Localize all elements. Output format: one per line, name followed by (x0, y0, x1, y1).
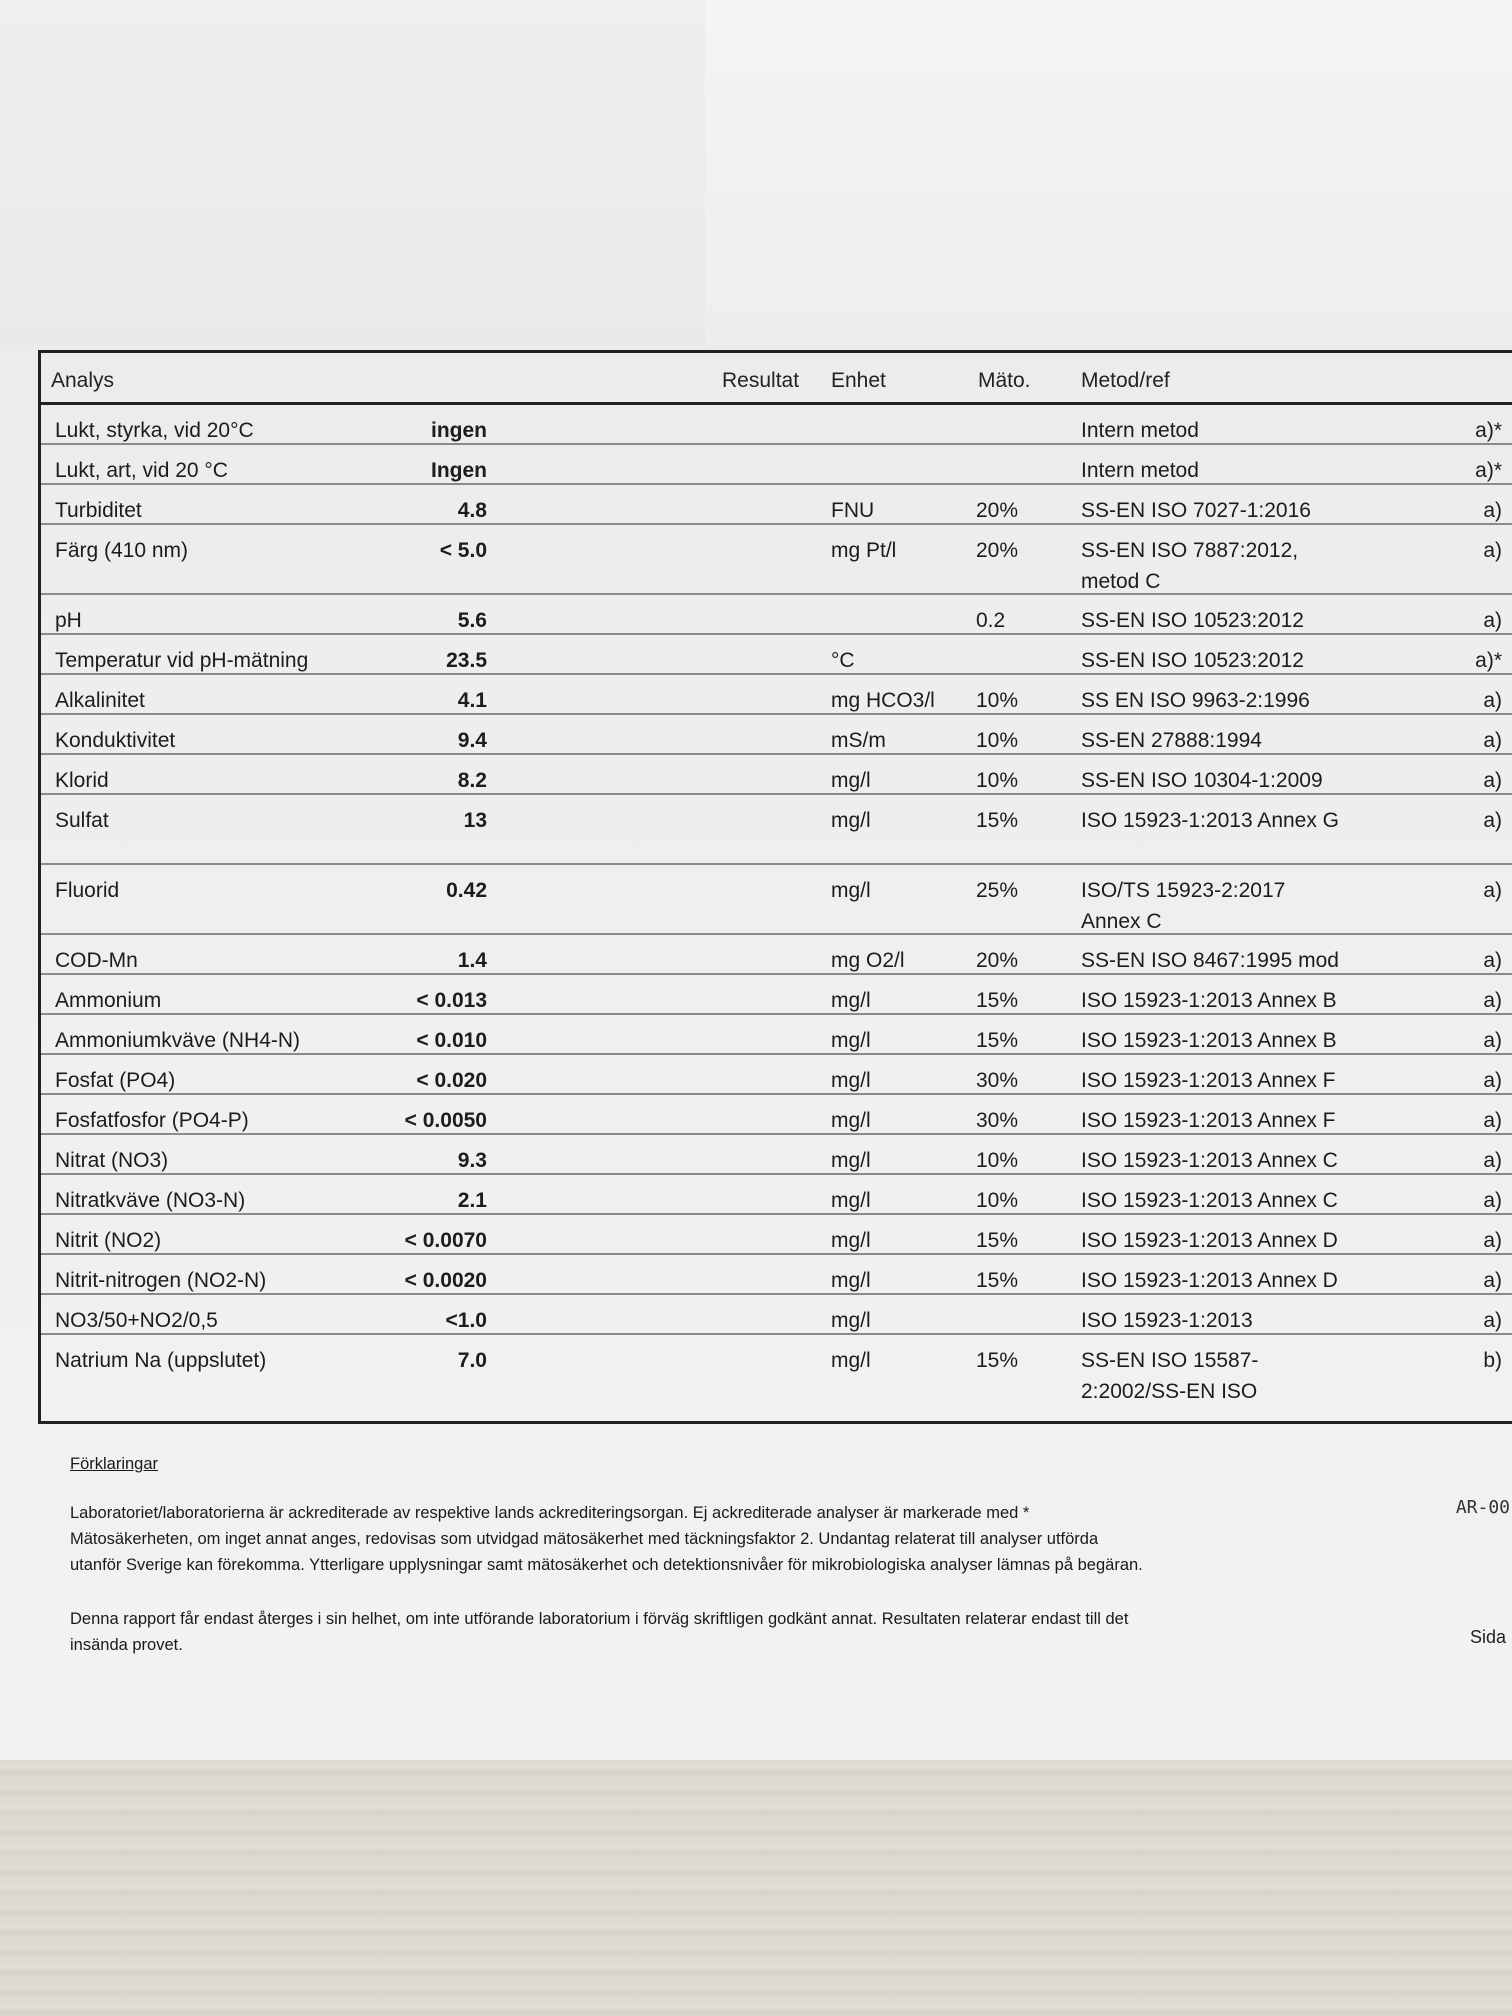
accreditation-note: a) (1483, 989, 1502, 1012)
uncertainty-value: 0.2 (976, 609, 1006, 632)
footer-reproduction-text-2: insända provet. (70, 1636, 183, 1654)
table-row (41, 1295, 1512, 1335)
uncertainty-value: 30% (976, 1069, 1019, 1092)
accreditation-note: a)* (1475, 649, 1502, 672)
result-value: 0.42 (446, 879, 487, 902)
analysis-name: Fluorid (55, 879, 120, 902)
result-value: < 0.0070 (404, 1229, 487, 1252)
table-row (41, 595, 1512, 635)
result-value: 8.2 (457, 769, 487, 792)
table-row (41, 635, 1512, 675)
method-ref: ISO 15923-1:2013 Annex B (1081, 1029, 1337, 1052)
method-ref: ISO 15923-1:2013 Annex C (1081, 1149, 1338, 1172)
folded-sheet-back (0, 0, 1512, 355)
page-label: Sida (1469, 1627, 1506, 1647)
folded-sheet-right-panel (705, 0, 1512, 345)
unit-value: mg/l (831, 1149, 871, 1172)
unit-value: mg/l (831, 809, 871, 832)
method-ref: ISO/TS 15923-2:2017 Annex C (1081, 879, 1286, 933)
report-code: AR-00 (1455, 1497, 1510, 1518)
method-ref: ISO 15923-1:2013 Annex C (1081, 1189, 1338, 1212)
analysis-name: Nitrit (NO2) (55, 1229, 162, 1252)
uncertainty-value: 10% (976, 1149, 1019, 1172)
desk-surface (0, 1760, 1512, 2016)
result-value: < 0.020 (416, 1069, 487, 1092)
analysis-name: Sulfat (55, 809, 109, 832)
analysis-name: Lukt, styrka, vid 20°C (55, 419, 254, 442)
accreditation-note: a) (1483, 1069, 1502, 1092)
table-row (41, 1055, 1512, 1095)
unit-value: mg/l (831, 879, 871, 902)
analysis-name: Nitrit-nitrogen (NO2-N) (55, 1269, 267, 1292)
header-unit: Enhet (831, 369, 886, 392)
table-row (41, 405, 1512, 445)
accreditation-note: b) (1483, 1349, 1502, 1372)
analysis-name: NO3/50+NO2/0,5 (55, 1309, 218, 1332)
accreditation-note: a) (1483, 949, 1502, 972)
footer-explanations (70, 1455, 1430, 1658)
unit-value: mS/m (831, 729, 886, 752)
method-ref: SS-EN ISO 15587-2:2002/SS-EN ISO (1081, 1349, 1259, 1403)
table-row (41, 795, 1512, 865)
result-value: < 0.0020 (404, 1269, 487, 1292)
method-ref: ISO 15923-1:2013 Annex D (1081, 1229, 1338, 1252)
uncertainty-value: 20% (976, 949, 1019, 972)
table-row (41, 1015, 1512, 1055)
accreditation-note: a) (1483, 499, 1502, 522)
method-ref: SS-EN ISO 10523:2012 (1081, 649, 1304, 672)
result-value: 13 (463, 809, 487, 832)
unit-value: mg/l (831, 1189, 871, 1212)
result-value: < 0.0050 (404, 1109, 487, 1132)
analysis-name: Alkalinitet (55, 689, 145, 712)
uncertainty-value: 15% (976, 809, 1019, 832)
method-ref: ISO 15923-1:2013 Annex G (1081, 809, 1340, 832)
method-ref: Intern metod (1081, 419, 1199, 442)
table-row (41, 975, 1512, 1015)
unit-value: mg/l (831, 989, 871, 1012)
accreditation-note: a) (1483, 1189, 1502, 1212)
unit-value: mg HCO3/l (831, 689, 935, 712)
accreditation-note: a) (1483, 539, 1502, 562)
result-value: < 0.013 (416, 989, 487, 1012)
accreditation-note: a) (1483, 809, 1502, 832)
table-header (41, 353, 1512, 405)
method-ref: SS-EN ISO 7027-1:2016 (1081, 499, 1311, 522)
accreditation-note: a) (1483, 729, 1502, 752)
result-value: 5.6 (457, 609, 487, 632)
table-row (41, 1095, 1512, 1135)
result-value: 7.0 (457, 1349, 487, 1372)
unit-value: mg/l (831, 1109, 871, 1132)
accreditation-note: a) (1483, 879, 1502, 902)
analysis-name: Klorid (55, 769, 109, 792)
accreditation-note: a) (1483, 1149, 1502, 1172)
result-value: ingen (431, 419, 487, 442)
uncertainty-value: 15% (976, 1269, 1019, 1292)
result-value: 9.3 (457, 1149, 487, 1172)
uncertainty-value: 15% (976, 1229, 1019, 1252)
method-ref: SS-EN ISO 10304-1:2009 (1081, 769, 1323, 792)
result-value: < 0.010 (416, 1029, 487, 1052)
method-ref: Intern metod (1081, 459, 1199, 482)
method-ref: SS-EN ISO 7887:2012, metod C (1081, 539, 1299, 593)
analysis-name: Lukt, art, vid 20 °C (55, 459, 228, 482)
unit-value: mg/l (831, 1349, 871, 1372)
result-value: < 5.0 (439, 539, 487, 562)
uncertainty-value: 20% (976, 499, 1019, 522)
unit-value: mg/l (831, 1069, 871, 1092)
footer-uncertainty-text-1: Mätosäkerheten, om inget annat anges, redovisas som utvidgad mätosäkerhet med täckningsfaktor 2. Undantag relaterat till analyser utförda (70, 1530, 1099, 1548)
uncertainty-value: 15% (976, 1029, 1019, 1052)
method-ref: ISO 15923-1:2013 Annex B (1081, 989, 1337, 1012)
analysis-name: Turbiditet (55, 499, 142, 522)
uncertainty-value: 10% (976, 729, 1019, 752)
table-row (41, 755, 1512, 795)
result-value: 1.4 (457, 949, 487, 972)
accreditation-note: a) (1483, 609, 1502, 632)
method-ref: ISO 15923-1:2013 Annex F (1081, 1069, 1336, 1092)
unit-value: mg/l (831, 1309, 871, 1332)
method-ref: ISO 15923-1:2013 (1081, 1309, 1253, 1332)
footer-uncertainty-text-2: utanför Sverige kan förekomma. Ytterligare upplysningar samt mätosäkerhet och detektionsnivåer för mikrobiologiska analyser lämnas på begäran. (70, 1556, 1143, 1574)
footer-reproduction-text-1: Denna rapport får endast återges i sin helhet, om inte utförande laboratorium i förväg skriftligen godkänt annat. Resultaten relaterar endast till det (70, 1610, 1129, 1628)
analysis-name: Fosfatfosfor (PO4-P) (55, 1109, 249, 1132)
unit-value: mg/l (831, 1269, 871, 1292)
table-row (41, 525, 1512, 595)
table-row (41, 1135, 1512, 1175)
table-row (41, 935, 1512, 975)
method-ref: ISO 15923-1:2013 Annex D (1081, 1269, 1338, 1292)
analysis-name: Natrium Na (uppslutet) (55, 1349, 267, 1372)
method-ref: ISO 15923-1:2013 Annex F (1081, 1109, 1336, 1132)
header-uncertainty: Mäto. (978, 369, 1031, 392)
analysis-name: Konduktivitet (55, 729, 176, 752)
accreditation-note: a)* (1475, 419, 1502, 442)
analysis-name: Ammoniumkväve (NH4-N) (55, 1029, 301, 1052)
folded-sheet-left-panel (0, 0, 706, 350)
header-result: Resultat (722, 369, 800, 392)
unit-value: mg/l (831, 1229, 871, 1252)
accreditation-note: a) (1483, 689, 1502, 712)
analysis-name: COD-Mn (55, 949, 138, 972)
accreditation-note: a) (1483, 1269, 1502, 1292)
accreditation-note: a)* (1475, 459, 1502, 482)
unit-value: mg O2/l (831, 949, 905, 972)
table-row (41, 1215, 1512, 1255)
analysis-name: Nitratkväve (NO3-N) (55, 1189, 246, 1212)
footer-title: Förklaringar (70, 1455, 159, 1473)
table-row (41, 1335, 1512, 1405)
result-value: Ingen (431, 459, 487, 482)
uncertainty-value: 15% (976, 1349, 1019, 1372)
table-row (41, 675, 1512, 715)
table-row (41, 1255, 1512, 1295)
uncertainty-value: 10% (976, 689, 1019, 712)
accreditation-note: a) (1483, 769, 1502, 792)
analysis-name: Färg (410 nm) (55, 539, 189, 562)
analysis-name: Temperatur vid pH-mätning (55, 649, 309, 672)
result-value: 4.1 (457, 689, 487, 712)
table-row (41, 865, 1512, 935)
table-row (41, 1175, 1512, 1215)
header-analysis: Analys (51, 369, 115, 392)
table-row (41, 445, 1512, 485)
result-value: 2.1 (457, 1189, 487, 1212)
uncertainty-value: 10% (976, 1189, 1019, 1212)
analysis-name: Fosfat (PO4) (55, 1069, 176, 1092)
analysis-name: Nitrat (NO3) (55, 1149, 169, 1172)
accreditation-note: a) (1483, 1109, 1502, 1132)
unit-value: mg/l (831, 1029, 871, 1052)
uncertainty-value: 25% (976, 879, 1019, 902)
analysis-name: pH (55, 609, 82, 632)
accreditation-note: a) (1483, 1309, 1502, 1332)
header-method: Metod/ref (1081, 369, 1170, 392)
table-row (41, 485, 1512, 525)
method-ref: SS-EN ISO 10523:2012 (1081, 609, 1304, 632)
unit-value: FNU (831, 499, 875, 522)
unit-value: mg Pt/l (831, 539, 897, 562)
results-table (38, 350, 1512, 1424)
result-value: 4.8 (457, 499, 487, 522)
accreditation-note: a) (1483, 1229, 1502, 1252)
result-value: 9.4 (457, 729, 487, 752)
uncertainty-value: 30% (976, 1109, 1019, 1132)
footer-accreditation-text: Laboratoriet/laboratorierna är ackrediterade av respektive lands ackrediteringsorgan. Ej ackrediterade analyser är markerade med * (70, 1504, 1030, 1522)
uncertainty-value: 20% (976, 539, 1019, 562)
method-ref: SS-EN ISO 8467:1995 mod (1081, 949, 1339, 972)
unit-value: °C (831, 649, 855, 672)
result-value: <1.0 (445, 1309, 487, 1332)
unit-value: mg/l (831, 769, 871, 792)
result-value: 23.5 (446, 649, 487, 672)
table-row (41, 715, 1512, 755)
method-ref: SS EN ISO 9963-2:1996 (1081, 689, 1310, 712)
uncertainty-value: 15% (976, 989, 1019, 1012)
uncertainty-value: 10% (976, 769, 1019, 792)
analysis-name: Ammonium (55, 989, 162, 1012)
accreditation-note: a) (1483, 1029, 1502, 1052)
method-ref: SS-EN 27888:1994 (1081, 729, 1262, 752)
